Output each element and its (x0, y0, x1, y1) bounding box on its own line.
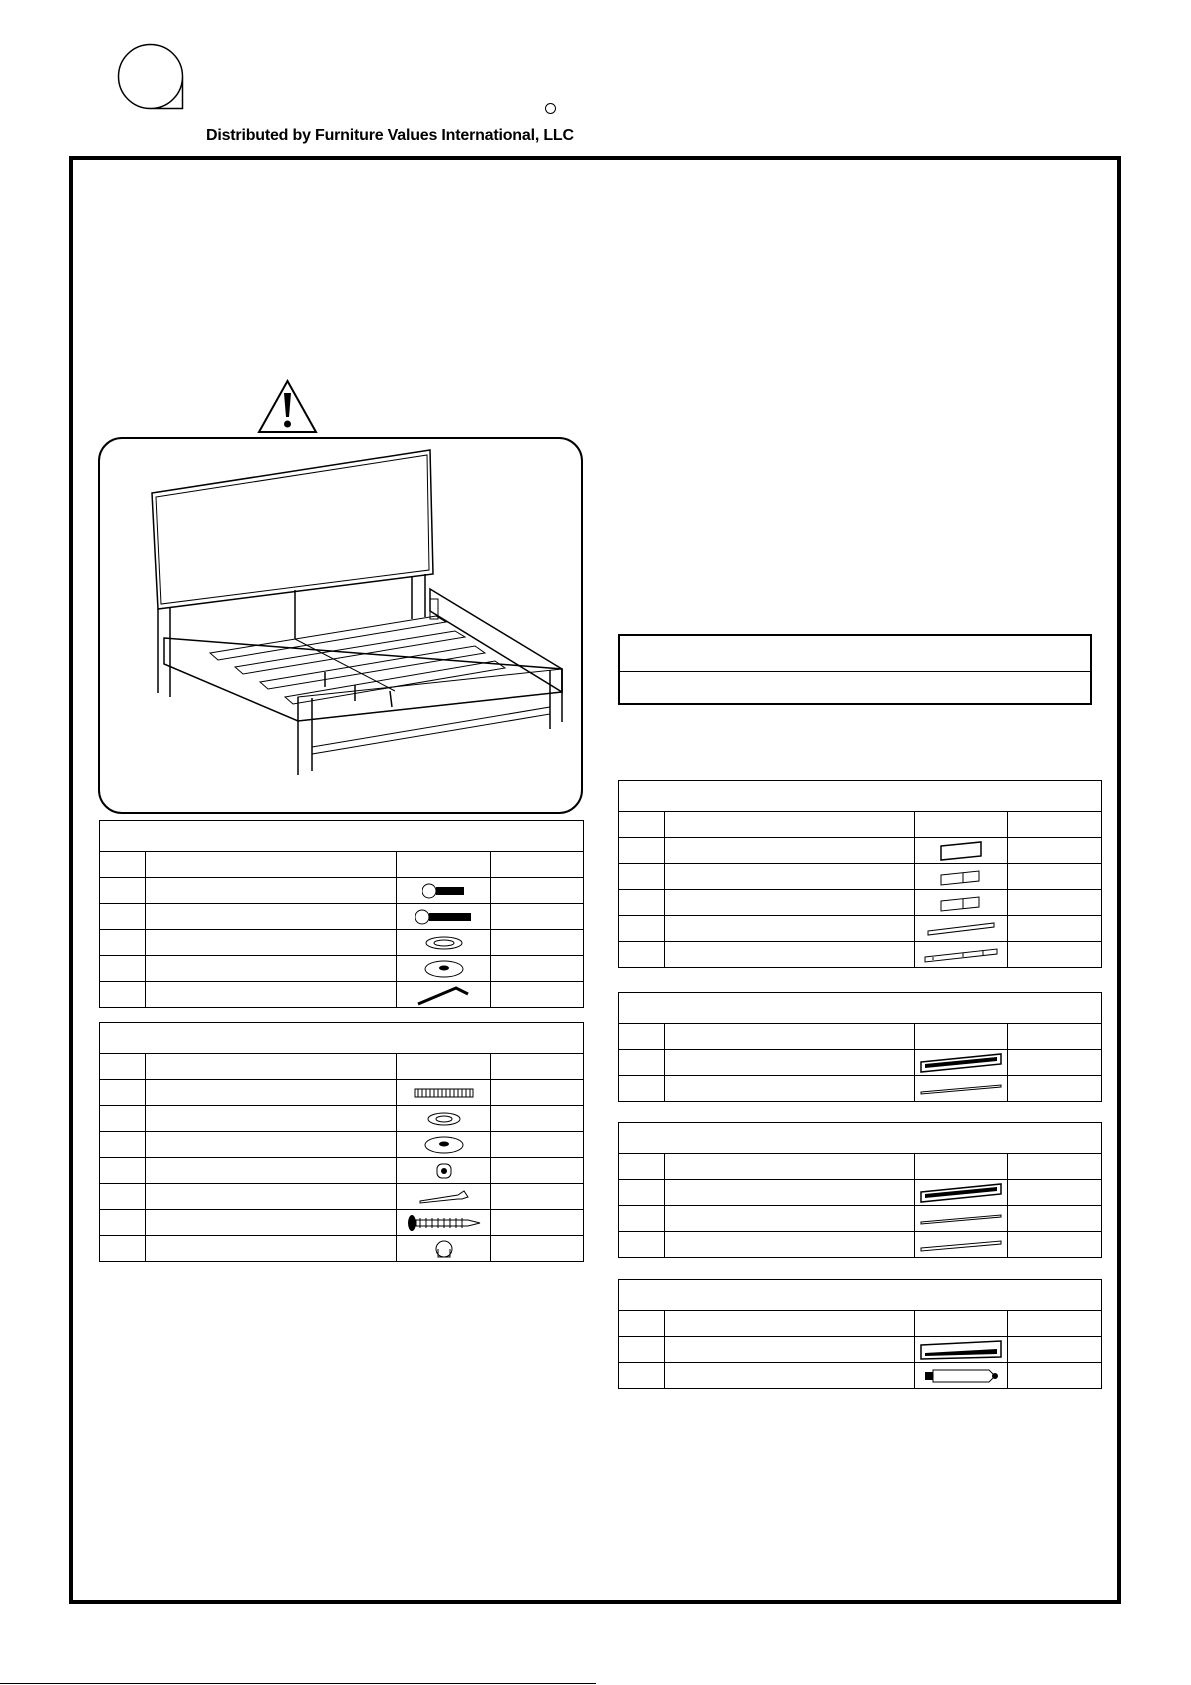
table-row (100, 1080, 584, 1106)
specification-box (618, 634, 1092, 705)
table-row (100, 1106, 584, 1132)
panel-icon (939, 840, 983, 862)
long-rail-icon (923, 945, 999, 965)
table-header-row (100, 852, 584, 878)
table-row (619, 916, 1102, 942)
slat-icon (919, 1238, 1003, 1252)
table-row (100, 1210, 584, 1236)
teardrop-logo-icon (117, 43, 184, 110)
slat-icon (919, 1212, 1003, 1226)
table-row (100, 1236, 584, 1262)
table-title (100, 821, 584, 852)
table-row (619, 1232, 1102, 1258)
table-row (619, 1050, 1102, 1076)
bracket-block-icon (939, 893, 983, 913)
table-header-row (100, 1054, 584, 1080)
hardware-table-a (99, 820, 584, 1008)
table-row (619, 1363, 1102, 1389)
table-header-row (619, 1024, 1102, 1050)
table-row (100, 1184, 584, 1210)
table-row (100, 930, 584, 956)
table-row (100, 1158, 584, 1184)
table-header-row (619, 1311, 1102, 1337)
table-row (619, 1180, 1102, 1206)
bed-assembly-illustration (100, 439, 583, 814)
table-row (100, 904, 584, 930)
table-row (619, 1076, 1102, 1102)
barrel-nut-icon (434, 1161, 454, 1181)
table-title (619, 781, 1102, 812)
table-row (619, 838, 1102, 864)
long-bolt-icon (422, 882, 466, 900)
registered-circle-icon (545, 103, 556, 114)
table-row (619, 942, 1102, 968)
table-title (619, 993, 1102, 1024)
parts-table-1 (618, 780, 1102, 968)
table-header-row (619, 812, 1102, 838)
parts-table-3 (618, 1122, 1102, 1258)
flat-washer-icon (424, 1136, 464, 1154)
spring-washer-icon (426, 1111, 462, 1127)
parts-table-2 (618, 992, 1102, 1102)
table-row (100, 956, 584, 982)
flat-washer-icon (424, 960, 464, 978)
table-row (100, 982, 584, 1008)
distributor-line: Distributed by Furniture Values International, LLC (206, 127, 574, 144)
plastic-cap-icon (434, 1239, 454, 1259)
bracket-block-icon (939, 867, 983, 887)
footer-rule (0, 1683, 596, 1684)
threaded-rod-icon (414, 1087, 474, 1099)
spring-washer-icon (424, 935, 464, 951)
table-row (100, 1132, 584, 1158)
table-row (100, 878, 584, 904)
wrench-icon (418, 1189, 470, 1205)
slat-icon (919, 1082, 1003, 1096)
table-row (619, 1206, 1102, 1232)
warning-triangle-icon (257, 379, 318, 434)
spec-divider (620, 671, 1090, 672)
table-title (619, 1280, 1102, 1311)
side-rail-icon (919, 1052, 1003, 1074)
table-title (619, 1123, 1102, 1154)
support-leg-icon (923, 1366, 999, 1386)
bed-illustration-panel (98, 437, 583, 814)
table-row (619, 1337, 1102, 1363)
table-row (619, 864, 1102, 890)
longer-bolt-icon (415, 908, 473, 926)
table-header-row (619, 1154, 1102, 1180)
rail-bar-icon (926, 919, 996, 939)
wood-screw-icon (406, 1213, 482, 1233)
side-rail-icon (919, 1182, 1003, 1204)
parts-table-4 (618, 1279, 1102, 1389)
table-title (100, 1023, 584, 1054)
allen-wrench-icon (416, 984, 472, 1006)
hardware-table-b (99, 1022, 584, 1262)
table-row (619, 890, 1102, 916)
footboard-rail-icon (919, 1339, 1003, 1361)
